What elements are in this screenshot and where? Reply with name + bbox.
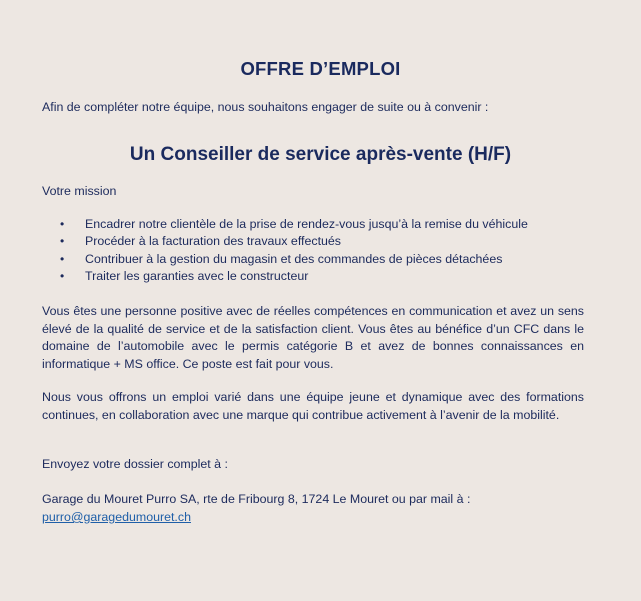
position-title: Un Conseiller de service après-vente (H/F)	[129, 144, 512, 165]
profile-paragraph: Vous êtes une personne positive avec de réelles compétences en communication et avez un sens élevé de la qualité de service et de la satisfaction client. Vous êtes au bénéfice d’un CFC dans le domaine de l’automobile avec le permis catégorie B et avez de bonnes connaissances en informatique + MS office. Ce poste est fait pour vous.	[42, 304, 584, 371]
application-label: Envoyez votre dossier complet à :	[42, 457, 228, 471]
list-item	[42, 268, 528, 285]
mission-item-text: Encadrer notre clientèle de la prise de rendez-vous jusqu’à la remise du véhicule	[85, 217, 528, 231]
contact-address: Garage du Mouret Purro SA, rte de Fribourg 8, 1724 Le Mouret ou par mail à :	[42, 492, 471, 506]
bullet-icon: •	[60, 251, 65, 266]
email-link[interactable]: purro@garagedumouret.ch	[42, 510, 191, 524]
bullet-icon: •	[60, 217, 65, 231]
list-item	[42, 216, 528, 233]
page-title: OFFRE D’EMPLOI	[240, 58, 401, 79]
mission-label: Votre mission	[42, 184, 117, 198]
offer-paragraph: Nous vous offrons un emploi varié dans une équipe jeune et dynamique avec des formations continues, en collaboration avec une marque qui contribue activement à l’avenir de la mobilité.	[42, 390, 584, 422]
mission-item-text: Procéder à la facturation des travaux effectués	[85, 234, 341, 249]
mission-item-text: Traiter les garanties avec le constructeur	[85, 268, 309, 283]
list-item	[42, 233, 528, 250]
mission-item-text: Contribuer à la gestion du magasin et des commandes de pièces détachées	[85, 251, 503, 266]
mission-list	[42, 216, 528, 285]
bullet-icon: •	[60, 268, 65, 283]
bullet-icon: •	[60, 234, 65, 249]
intro-text: Afin de compléter notre équipe, nous souhaitons engager de suite ou à convenir :	[42, 100, 489, 114]
list-item	[42, 251, 528, 268]
